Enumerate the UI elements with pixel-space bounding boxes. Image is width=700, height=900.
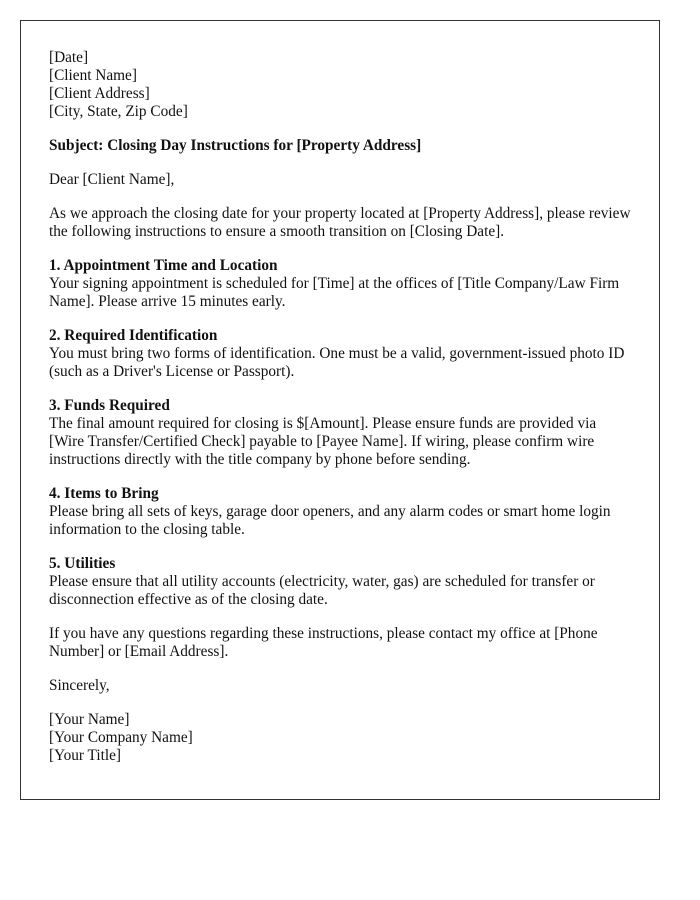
section-appointment	[49, 257, 631, 311]
signature-company: [Your Company Name]	[49, 729, 193, 746]
section-title: 1. Appointment Time and Location	[49, 257, 278, 274]
closing-paragraph: If you have any questions regarding these instructions, please contact my office at [Phone Number] or [Email Address].	[49, 625, 598, 660]
intro-paragraph: As we approach the closing date for your property located at [Property Address], please review the following instructions to ensure a smooth transition on [Closing Date].	[49, 205, 631, 240]
section-body: Please bring all sets of keys, garage door openers, and any alarm codes or smart home login information to the closing table.	[49, 503, 611, 538]
client-name-line: [Client Name]	[49, 67, 137, 84]
section-title: 4. Items to Bring	[49, 485, 159, 502]
section-items	[49, 485, 631, 539]
signature-title: [Your Title]	[49, 747, 121, 764]
subject-line: Subject: Closing Day Instructions for [Property Address]	[49, 137, 422, 154]
section-title: 5. Utilities	[49, 555, 116, 572]
date-line: [Date]	[49, 49, 89, 66]
section-title: 2. Required Identification	[49, 327, 218, 344]
sign-off: Sincerely,	[49, 677, 110, 694]
city-state-zip-line: [City, State, Zip Code]	[49, 103, 188, 120]
section-utilities	[49, 555, 631, 609]
section-body: Please ensure that all utility accounts (electricity, water, gas) are scheduled for transfer or disconnection effective as of the closing date.	[49, 573, 595, 608]
signature-block	[49, 711, 631, 765]
section-funds	[49, 397, 631, 469]
section-body: Your signing appointment is scheduled for [Time] at the offices of [Title Company/Law Firm Name]. Please arrive 15 minutes early.	[49, 275, 620, 310]
recipient-block	[49, 49, 631, 121]
section-title: 3. Funds Required	[49, 397, 170, 414]
client-address-line: [Client Address]	[49, 85, 150, 102]
signature-name: [Your Name]	[49, 711, 130, 728]
section-body: You must bring two forms of identification. One must be a valid, government-issued photo ID (such as a Driver's License or Passport).	[49, 345, 625, 380]
section-body: The final amount required for closing is $[Amount]. Please ensure funds are provided via [Wire Transfer/Certified Check] payable to [Payee Name]. If wiring, please confirm wire instructions directly with the title company by phone before sending.	[49, 415, 597, 468]
letter-document	[20, 20, 660, 800]
salutation: Dear [Client Name],	[49, 171, 175, 188]
section-identification	[49, 327, 631, 381]
